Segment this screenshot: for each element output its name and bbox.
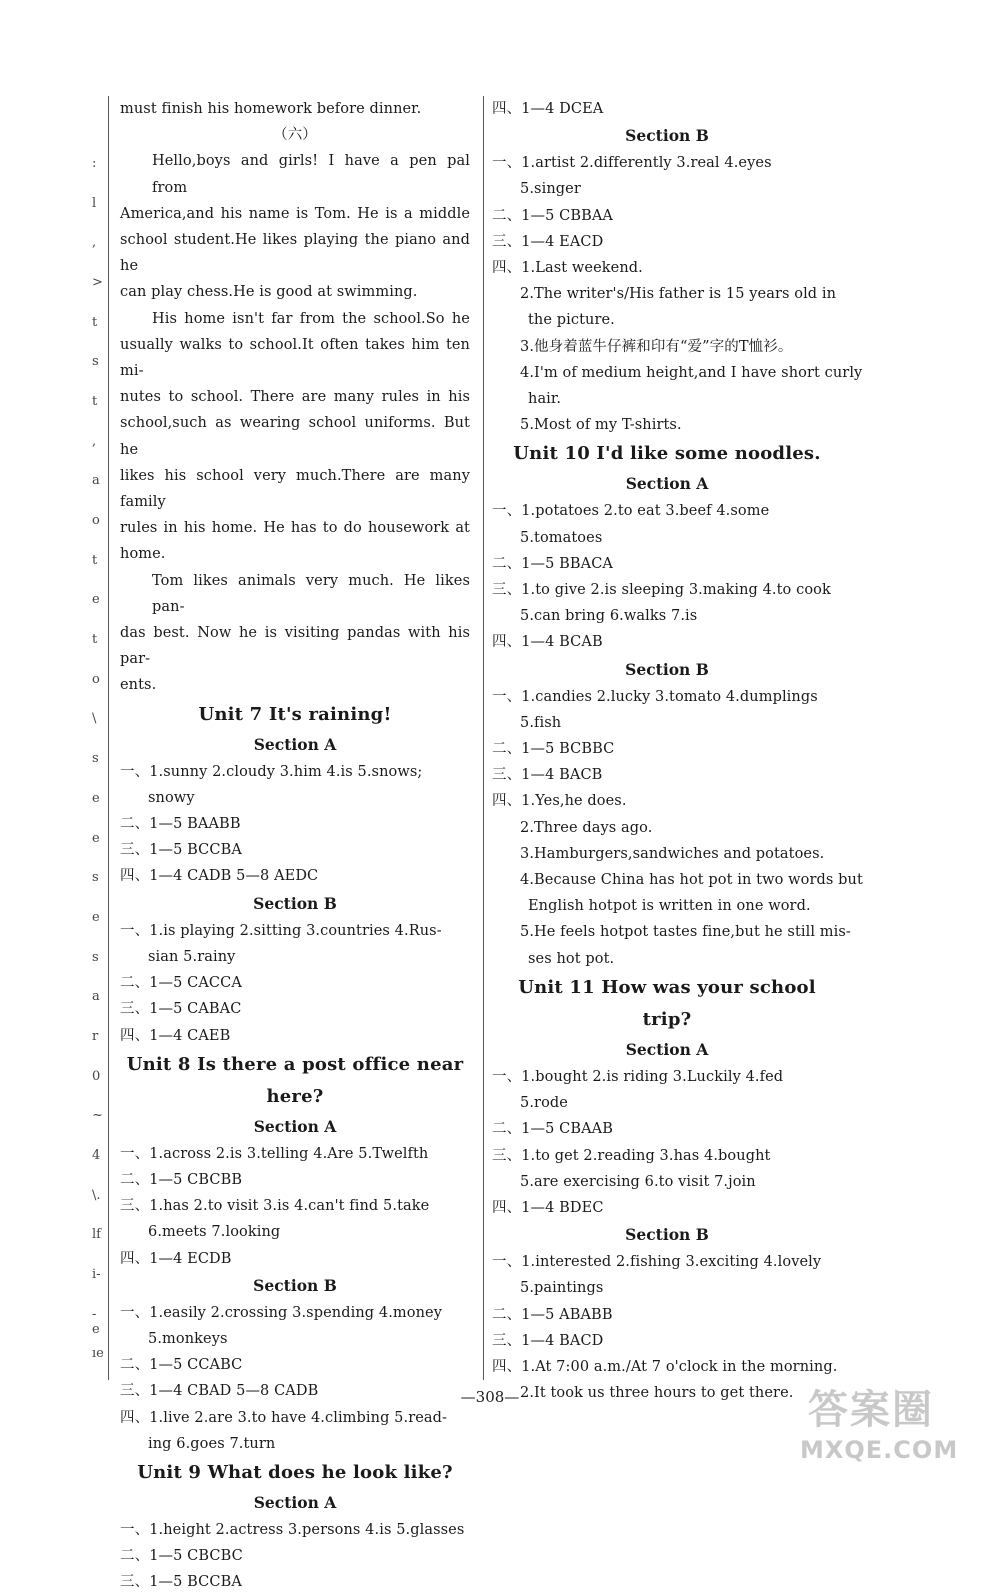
- watermark-url: MXQE.COM: [800, 1436, 959, 1464]
- answer-line: 四、1—4 BCAB: [492, 634, 603, 651]
- unit-heading: Unit 7 It's raining!: [198, 703, 392, 725]
- answer-line-continued: 5.can bring 6.walks 7.is: [520, 608, 698, 625]
- answer-line: 一、1.potatoes 2.to eat 3.beef 4.some: [492, 503, 770, 520]
- answer-line: 三、1—5 BCCBA: [120, 842, 242, 859]
- answer-line: 二、1—5 CBCBC: [120, 1548, 243, 1565]
- answer-line-continued: 5.fish: [520, 714, 562, 731]
- passage-line: Tom likes animals very much. He likes pan-: [152, 572, 470, 615]
- unit-heading: Unit 9 What does he look like?: [137, 1461, 453, 1483]
- answer-line-continued: 6.meets 7.looking: [148, 1224, 281, 1241]
- passage-line: das best. Now he is visiting pandas with his par-: [120, 625, 470, 668]
- answer-line: 四、1.Yes,he does.: [492, 793, 627, 810]
- margin-mark: o: [92, 513, 100, 528]
- margin-mark: e: [92, 831, 100, 846]
- section-heading: Section B: [253, 893, 337, 913]
- left-margin-bleed: [0, 96, 104, 1386]
- margin-mark: \: [92, 711, 97, 726]
- answer-line-continued: 2.The writer's/His father is 15 years old in: [520, 286, 837, 303]
- answer-line: 二、1—5 CBBAA: [492, 207, 614, 224]
- answer-line: 一、1.interested 2.fishing 3.exciting 4.lovely: [492, 1254, 822, 1271]
- passage-line: school,such as wearing school uniforms. But he: [120, 415, 470, 458]
- answer-line-continued: 5.He feels hotpot tastes fine,but he still mis-: [520, 924, 851, 941]
- margin-mark: ,: [92, 434, 97, 449]
- answer-line: 三、1—5 CABAC: [120, 1001, 242, 1018]
- section-heading: Section B: [625, 126, 709, 146]
- margin-mark: a: [92, 473, 100, 488]
- passage-line: nutes to school. There are many rules in his: [120, 389, 470, 406]
- answer-line-continued: 5.monkeys: [148, 1330, 228, 1347]
- margin-mark: s: [92, 751, 99, 766]
- passage-line: school student.He likes playing the piano and he: [120, 232, 470, 275]
- section-heading: Section A: [253, 1492, 337, 1512]
- margin-mark: s: [92, 354, 99, 369]
- answer-line-continued: hair.: [528, 391, 562, 408]
- answer-line-continued: ses hot pot.: [528, 950, 615, 967]
- answer-line: 三、1.has 2.to visit 3.is 4.can't find 5.take: [120, 1198, 430, 1215]
- left-column: [120, 96, 470, 1596]
- margin-mark: :: [92, 156, 97, 171]
- section-heading: Section A: [253, 1116, 337, 1136]
- margin-mark: -e: [92, 1307, 100, 1337]
- answer-line: 三、1—4 CBAD 5—8 CADB: [120, 1383, 319, 1400]
- answer-line: 四、1—4 BDEC: [492, 1199, 604, 1216]
- answer-line: 一、1.bought 2.is riding 3.Luckily 4.fed: [492, 1068, 784, 1085]
- answer-line-continued: ing 6.goes 7.turn: [148, 1435, 276, 1452]
- answer-line: 四、1.Last weekend.: [492, 260, 643, 277]
- margin-mark: l: [92, 196, 97, 211]
- answer-line: 三、1.to give 2.is sleeping 3.making 4.to cook: [492, 582, 831, 599]
- answer-line: can play chess.He is good at swimming.: [120, 284, 418, 301]
- answer-line: 四、1—4 DCEA: [492, 101, 604, 117]
- section-heading: Section A: [253, 734, 337, 754]
- answer-line: 三、1—4 BACD: [492, 1332, 604, 1349]
- section-heading: Section B: [253, 1275, 337, 1295]
- column-divider-line: [483, 96, 484, 1380]
- unit-heading: Unit 11 How was your school trip?: [518, 976, 816, 1030]
- margin-mark: 4: [92, 1148, 101, 1163]
- unit-heading: Unit 10 I'd like some noodles.: [513, 443, 821, 465]
- watermark-logo: [800, 1378, 990, 1468]
- margin-mark: t: [92, 553, 98, 568]
- answer-line-continued: 5.singer: [520, 181, 581, 198]
- margin-mark: t: [92, 632, 98, 647]
- answer-line-continued: 5.rode: [520, 1095, 568, 1112]
- answer-line: ents.: [120, 677, 157, 694]
- answer-line-continued: 5.Most of my T-shirts.: [520, 417, 682, 434]
- passage-line: America,and his name is Tom. He is a middle: [120, 205, 470, 222]
- answer-line: 三、1—4 BACB: [492, 767, 603, 784]
- answer-line-continued: 3.Hamburgers,sandwiches and potatoes.: [520, 845, 825, 862]
- answer-line: 一、1.easily 2.crossing 3.spending 4.money: [120, 1304, 442, 1321]
- answer-line: 四、1—4 CAEB: [120, 1027, 231, 1044]
- answer-line: 二、1—5 ABABB: [492, 1306, 613, 1323]
- answer-line: 一、1.height 2.actress 3.persons 4.is 5.glasses: [120, 1521, 465, 1538]
- section-heading: Section A: [625, 474, 709, 494]
- answer-line: 二、1—5 CACCA: [120, 975, 242, 992]
- right-column: [492, 96, 863, 1406]
- watermark-cn: 答案圈: [808, 1387, 934, 1433]
- answer-line: 二、1—5 CCABC: [120, 1357, 243, 1374]
- margin-mark: \.: [92, 1188, 101, 1203]
- answer-line: 三、1.to get 2.reading 3.has 4.bought: [492, 1147, 771, 1164]
- margin-mark: s: [92, 870, 99, 885]
- left-border-line: [108, 96, 109, 1380]
- margin-mark: 0: [92, 1069, 101, 1084]
- passage-line: His home isn't far from the school.So he: [152, 310, 470, 327]
- margin-mark: r: [92, 1029, 99, 1044]
- answer-line: 一、1.across 2.is 3.telling 4.Are 5.Twelfth: [120, 1145, 429, 1162]
- section-heading: Section B: [625, 1225, 709, 1245]
- margin-mark: e: [92, 592, 100, 607]
- answer-line: 三、1—4 EACD: [492, 233, 604, 250]
- answer-line-continued: snowy: [148, 789, 195, 806]
- margin-mark: >: [92, 275, 103, 290]
- margin-mark: t: [92, 315, 98, 330]
- answer-line-continued: 5.tomatoes: [520, 529, 603, 546]
- margin-mark: s: [92, 950, 99, 965]
- answer-line-continued: the picture.: [528, 312, 615, 329]
- answer-line: 二、1—5 CBCBB: [120, 1171, 243, 1188]
- answer-line-continued: English hotpot is written in one word.: [528, 898, 811, 915]
- passage-line: likes his school very much.There are many family: [120, 467, 470, 511]
- answer-line: must finish his homework before dinner.: [120, 101, 422, 117]
- answer-line-continued: 5.paintings: [520, 1280, 604, 1297]
- margin-mark: o: [92, 672, 100, 687]
- unit-heading: Unit 8 Is there a post office near here?: [126, 1053, 464, 1107]
- answer-line: 一、1.artist 2.differently 3.real 4.eyes: [492, 155, 772, 172]
- passage-line: usually walks to school.It often takes him ten mi-: [120, 336, 470, 380]
- passage-number: （六）: [273, 127, 317, 144]
- margin-mark: a: [92, 989, 100, 1004]
- answer-line: 四、1.At 7:00 a.m./At 7 o'clock in the morning.: [492, 1358, 838, 1375]
- answer-line: 四、1—4 CADB 5—8 AEDC: [120, 868, 319, 885]
- margin-mark: i-: [92, 1267, 101, 1282]
- answer-line: 三、1—5 BCCBA: [120, 1574, 242, 1591]
- margin-mark: lf: [92, 1227, 101, 1242]
- passage-line: Hello,boys and girls! I have a pen pal from: [152, 153, 470, 196]
- answer-line: home.: [120, 546, 166, 563]
- margin-mark: ,: [92, 235, 97, 250]
- section-heading: Section B: [625, 659, 709, 679]
- answer-line-continued: 3.他身着蓝牛仔裤和印有“爱”字的T恤衫。: [520, 338, 793, 355]
- answer-line: 四、1.live 2.are 3.to have 4.climbing 5.read-: [120, 1409, 448, 1426]
- margin-mark: e: [92, 791, 100, 806]
- answer-line-continued: sian 5.rainy: [148, 948, 236, 965]
- section-heading: Section A: [625, 1039, 709, 1059]
- answer-line: 四、1—4 ECDB: [120, 1250, 232, 1267]
- margin-mark: e: [92, 910, 100, 925]
- answer-line: 二、1—5 CBAAB: [492, 1121, 614, 1138]
- answer-line-continued: 4.Because China has hot pot in two words but: [520, 872, 863, 889]
- page-number: —308—: [460, 1388, 520, 1406]
- answer-line-continued: 2.Three days ago.: [520, 819, 653, 836]
- margin-mark: ~: [92, 1108, 103, 1123]
- answer-line-continued: 4.I'm of medium height,and I have short curly: [520, 364, 863, 381]
- passage-line: rules in his home. He has to do housework at: [120, 520, 470, 537]
- answer-line: 二、1—5 BCBBC: [492, 741, 615, 758]
- margin-mark: ıe: [92, 1346, 104, 1361]
- margin-mark: t: [92, 394, 98, 409]
- answer-line: 二、1—5 BBACA: [492, 555, 614, 572]
- answer-line: 一、1.candies 2.lucky 3.tomato 4.dumplings: [492, 688, 818, 705]
- answer-line: 二、1—5 BAABB: [120, 816, 241, 833]
- answer-line: 一、1.sunny 2.cloudy 3.him 4.is 5.snows;: [120, 763, 423, 780]
- answer-line: 一、1.is playing 2.sitting 3.countries 4.Rus-: [120, 922, 442, 939]
- answer-line-continued: 2.It took us three hours to get there.: [520, 1385, 794, 1402]
- answer-line-continued: 5.are exercising 6.to visit 7.join: [520, 1173, 756, 1190]
